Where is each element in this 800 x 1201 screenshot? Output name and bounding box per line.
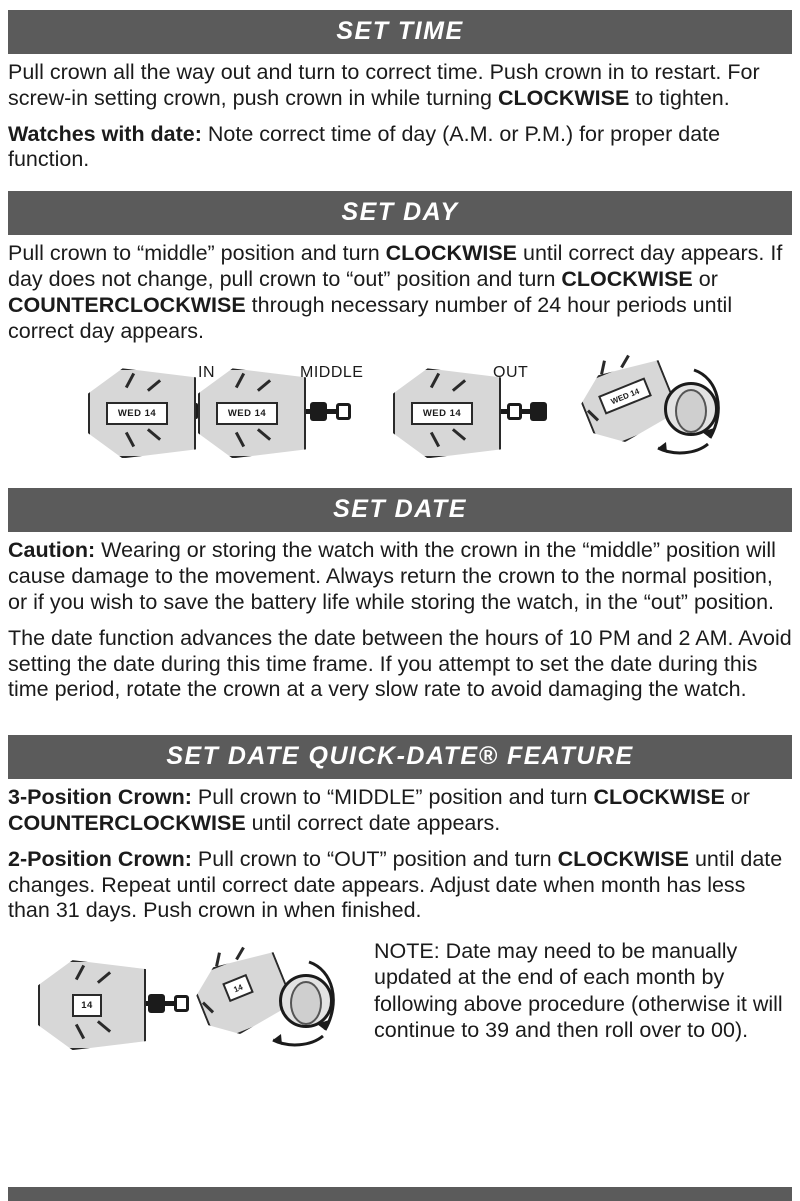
quick-date-figure-row: [8, 938, 792, 1058]
rotation-arrow-icon: [255, 956, 341, 1048]
watch-face-icon: [393, 368, 497, 454]
set-day-p1-a: Pull crown to “middle” position and turn: [8, 241, 386, 266]
date-window-display: 14: [72, 994, 102, 1017]
crown-rod-icon: [522, 409, 530, 414]
quick-date-3-position-lead: 3-Position Crown:: [8, 785, 192, 810]
set-day-paragraph-1: [8, 241, 792, 344]
quick-date-p2-a: Pull crown to “OUT” position and turn: [191, 846, 558, 871]
set-time-p2-text: Note correct time of day (A.M. or P.M.) for proper date function.: [8, 121, 721, 172]
crown-turn-illustration-day: [578, 356, 728, 466]
set-date-p1-text: Wearing or storing the watch with the crown in the “middle” position will cause damage to the movement. Always return the crown to the normal position, or if you wish to save the battery life while storing the watch, in the “out” position.: [8, 538, 776, 614]
quick-date-p1-clockwise: CLOCKWISE: [593, 785, 725, 810]
quick-date-2-position-lead: 2-Position Crown:: [8, 846, 192, 871]
crown-turn-illustration-date: [193, 948, 343, 1058]
quick-date-paragraph-2: [8, 847, 792, 924]
crown-ring-icon: [336, 403, 351, 420]
watch-tick-icon: [600, 361, 606, 375]
quick-date-p1-counterclockwise: COUNTERCLOCKWISE: [8, 810, 246, 835]
crown-stem-date: [140, 960, 189, 1046]
day-window-display: WED 14: [598, 378, 652, 415]
crown-knob-icon: [148, 994, 165, 1013]
section-header-quick-date: SET DATE QUICK-DATE® FEATURE: [8, 735, 792, 779]
set-time-p1-tail: to tighten.: [629, 85, 730, 110]
watch-face-icon: [88, 368, 191, 454]
set-date-paragraph-1: [8, 538, 792, 615]
set-day-p1-counterclockwise: COUNTERCLOCKWISE: [8, 292, 246, 317]
set-day-p1-g: through necessary number of 24 hour periods until correct day appears.: [8, 292, 733, 343]
quick-date-note: NOTE: Date may need to be manually updated at the end of each month by following above procedure (otherwise it will continue to 39 and then roll over to 00).: [374, 939, 783, 1042]
spacer-after-set-time: [8, 183, 792, 191]
crown-ring-icon: [174, 995, 189, 1012]
spacer-after-day-diagram: [8, 472, 792, 488]
set-date-paragraph-2: The date function advances the date between the hours of 10 PM and 2 AM. Avoid setting the date during this time frame. If you attempt to set the date during this time period, rotate the crown at a very slow rate to avoid damaging the watch.: [8, 625, 792, 702]
quick-date-p1-a: Pull crown to “MIDDLE” position and turn: [191, 785, 594, 810]
day-window-display: WED 14: [106, 402, 168, 425]
quick-date-p1-e: until correct date appears.: [245, 810, 501, 835]
crown-position-in: [8, 356, 215, 466]
section-header-set-time: SET TIME: [8, 10, 792, 54]
crown-position-diagram: [8, 356, 792, 466]
day-window-display: WED 14: [216, 402, 278, 425]
crown-position-label-out: OUT: [493, 364, 529, 382]
set-date-caution-lead: Caution:: [8, 538, 96, 563]
set-day-p1-c: until correct day appears. If day does not change, pull crown to “out” position and turn: [8, 241, 783, 291]
watch-tick-icon: [215, 952, 221, 966]
crown-rod-icon: [327, 409, 336, 414]
crown-position-middle: [198, 356, 393, 466]
date-window-display: 14: [222, 974, 254, 1002]
section-header-set-date: SET DATE: [8, 488, 792, 532]
set-time-p1-text: Pull crown all the way out and turn to correct time. Push crown in to restart. For screw-in setting crown, push crown in while turning: [8, 60, 760, 110]
set-day-p1-clockwise-2: CLOCKWISE: [561, 266, 693, 291]
spacer-after-set-date: [8, 713, 792, 735]
set-time-paragraph-2: [8, 122, 792, 174]
quick-date-p2-clockwise: CLOCKWISE: [557, 846, 689, 871]
watch-face-icon: [38, 960, 142, 1046]
set-time-p1-clockwise: CLOCKWISE: [497, 85, 630, 110]
crown-ring-icon: [507, 403, 522, 420]
set-day-p1-clockwise-1: CLOCKWISE: [385, 241, 518, 266]
section-header-set-day: SET DAY: [8, 191, 792, 235]
date-crown-position: [8, 948, 193, 1058]
set-day-p1-e: or: [692, 266, 718, 291]
footer-bar: [8, 1187, 792, 1201]
crown-rod-icon: [165, 1001, 174, 1006]
quick-date-p1-c: or: [724, 785, 750, 810]
crown-position-label-middle: MIDDLE: [300, 364, 364, 382]
day-window-display: WED 14: [411, 402, 473, 425]
watch-tick-icon: [620, 355, 630, 369]
set-time-paragraph-1: [8, 60, 792, 112]
crown-position-out: [393, 356, 578, 466]
crown-knob-icon: [310, 402, 327, 421]
rotation-arrow-icon: [640, 364, 726, 456]
quick-date-p2-c: until date changes. Repeat until correct date appears. Adjust date when month has less than 31 days. Push crown in when finished.: [8, 846, 783, 923]
quick-date-diagrams: [8, 938, 368, 1058]
quick-date-paragraph-1: [8, 785, 792, 837]
crown-knob-icon: [530, 402, 547, 421]
set-time-p2-lead: Watches with date:: [8, 121, 202, 146]
watch-face-icon: [198, 368, 302, 454]
watch-tick-icon: [235, 947, 245, 961]
crown-position-label-in: IN: [198, 364, 215, 382]
